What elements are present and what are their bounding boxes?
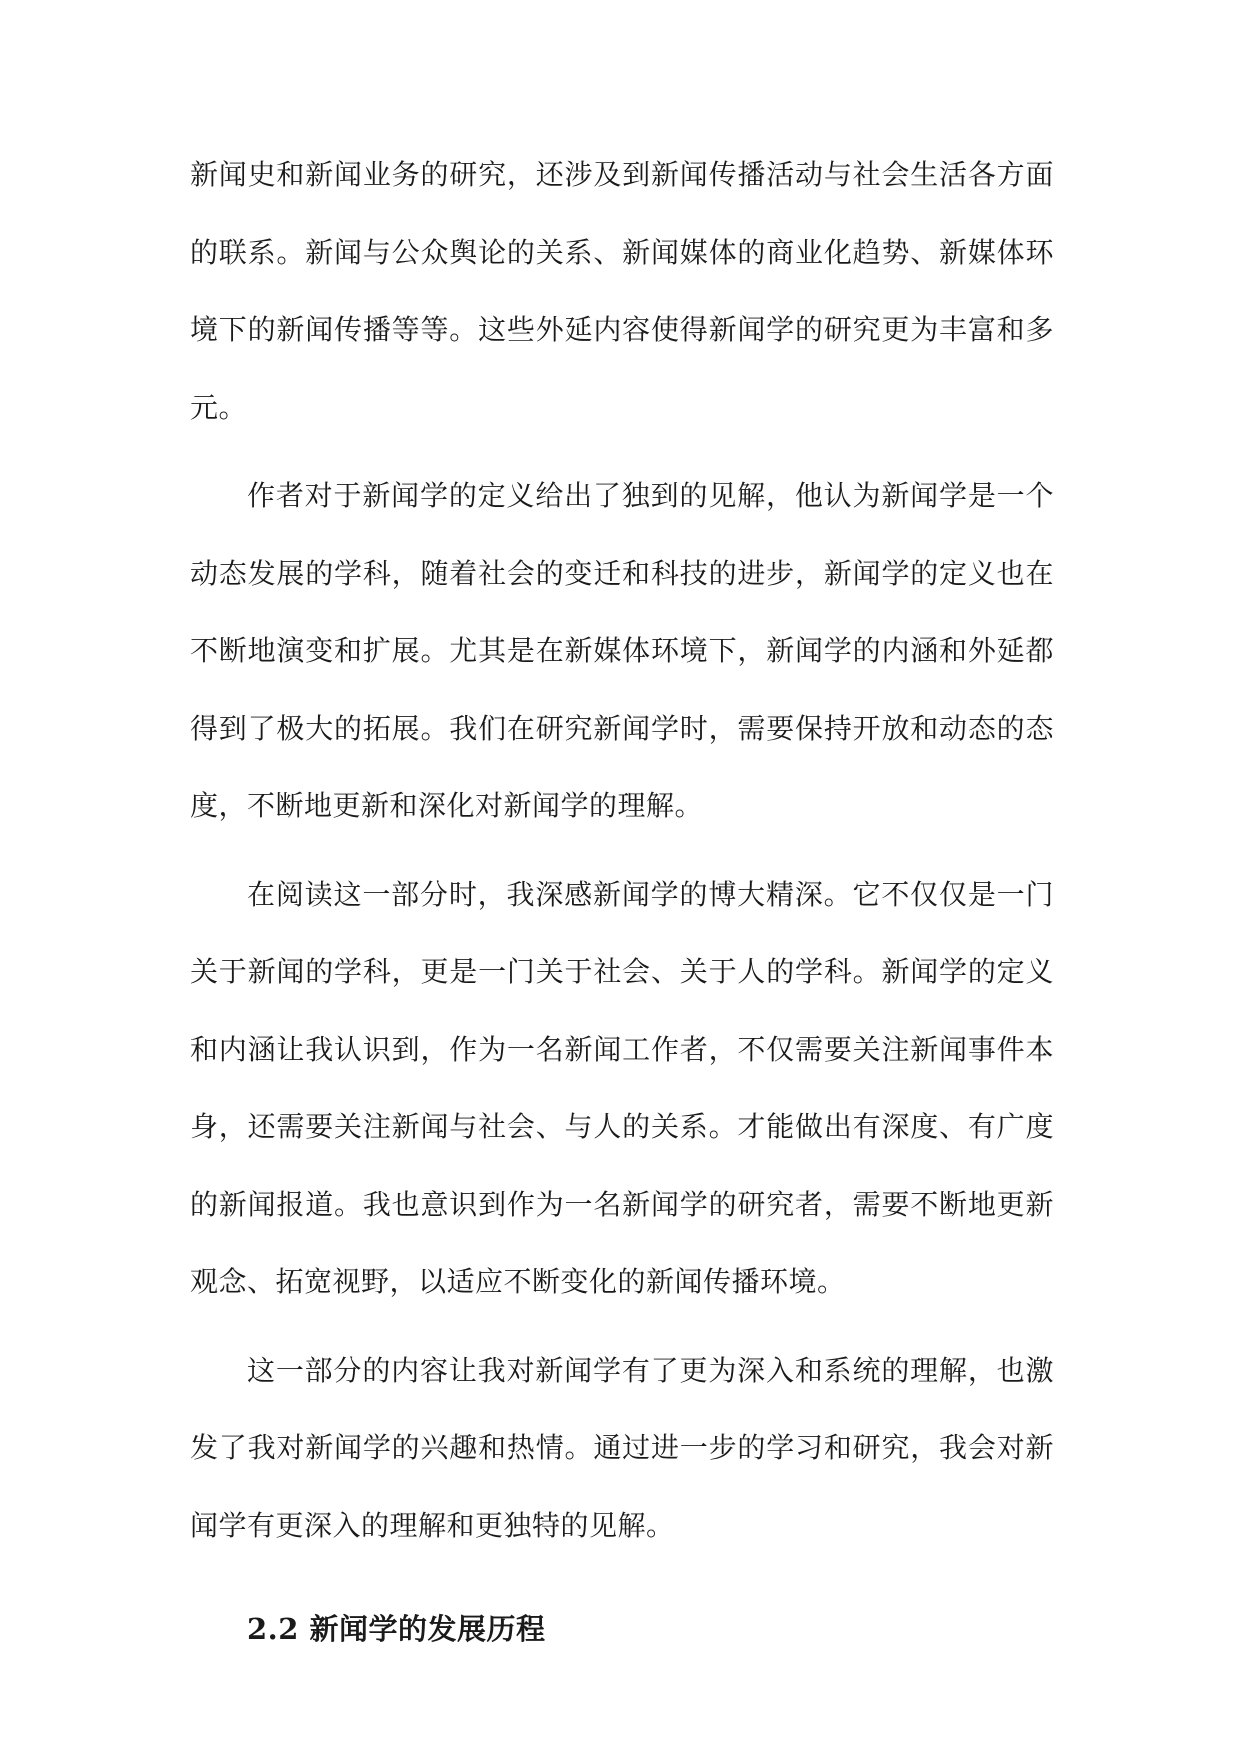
document-page xyxy=(190,136,1054,1649)
paragraph-reading-reflection: 在阅读这一部分时，我深感新闻学的博大精深。它不仅仅是一门关于新闻的学科，更是一门关于社会、关于人的学科。新闻学的定义和内涵让我认识到，作为一名新闻工作者，不仅需要关注新闻事件本身，还需要关注新闻与社会、与人的关系。才能做出有深度、有广度的新闻报道。我也意识到作为一名新闻学的研究者，需要不断地更新观念、拓宽视野，以适应不断变化的新闻传播环境。 xyxy=(190,877,1054,1298)
section-heading: 2.2 新闻学的发展历程 xyxy=(247,1612,546,1646)
paragraph-continuation: 新闻史和新闻业务的研究，还涉及到新闻传播活动与社会生活各方面的联系。新闻与公众舆论的关系、新闻媒体的商业化趋势、新媒体环境下的新闻传播等等。这些外延内容使得新闻学的研究更为丰富和多元。 xyxy=(190,158,1054,424)
paragraph-summary: 这一部分的内容让我对新闻学有了更为深入和系统的理解，也激发了我对新闻学的兴趣和热情。通过进一步的学习和研究，我会对新闻学有更深入的理解和更独特的见解。 xyxy=(190,1353,1054,1542)
paragraph-definition-view: 作者对于新闻学的定义给出了独到的见解，他认为新闻学是一个动态发展的学科，随着社会的变迁和科技的进步，新闻学的定义也在不断地演变和扩展。尤其是在新媒体环境下，新闻学的内涵和外延都得到了极大的拓展。我们在研究新闻学时，需要保持开放和动态的态度，不断地更新和深化对新闻学的理解。 xyxy=(190,479,1054,822)
